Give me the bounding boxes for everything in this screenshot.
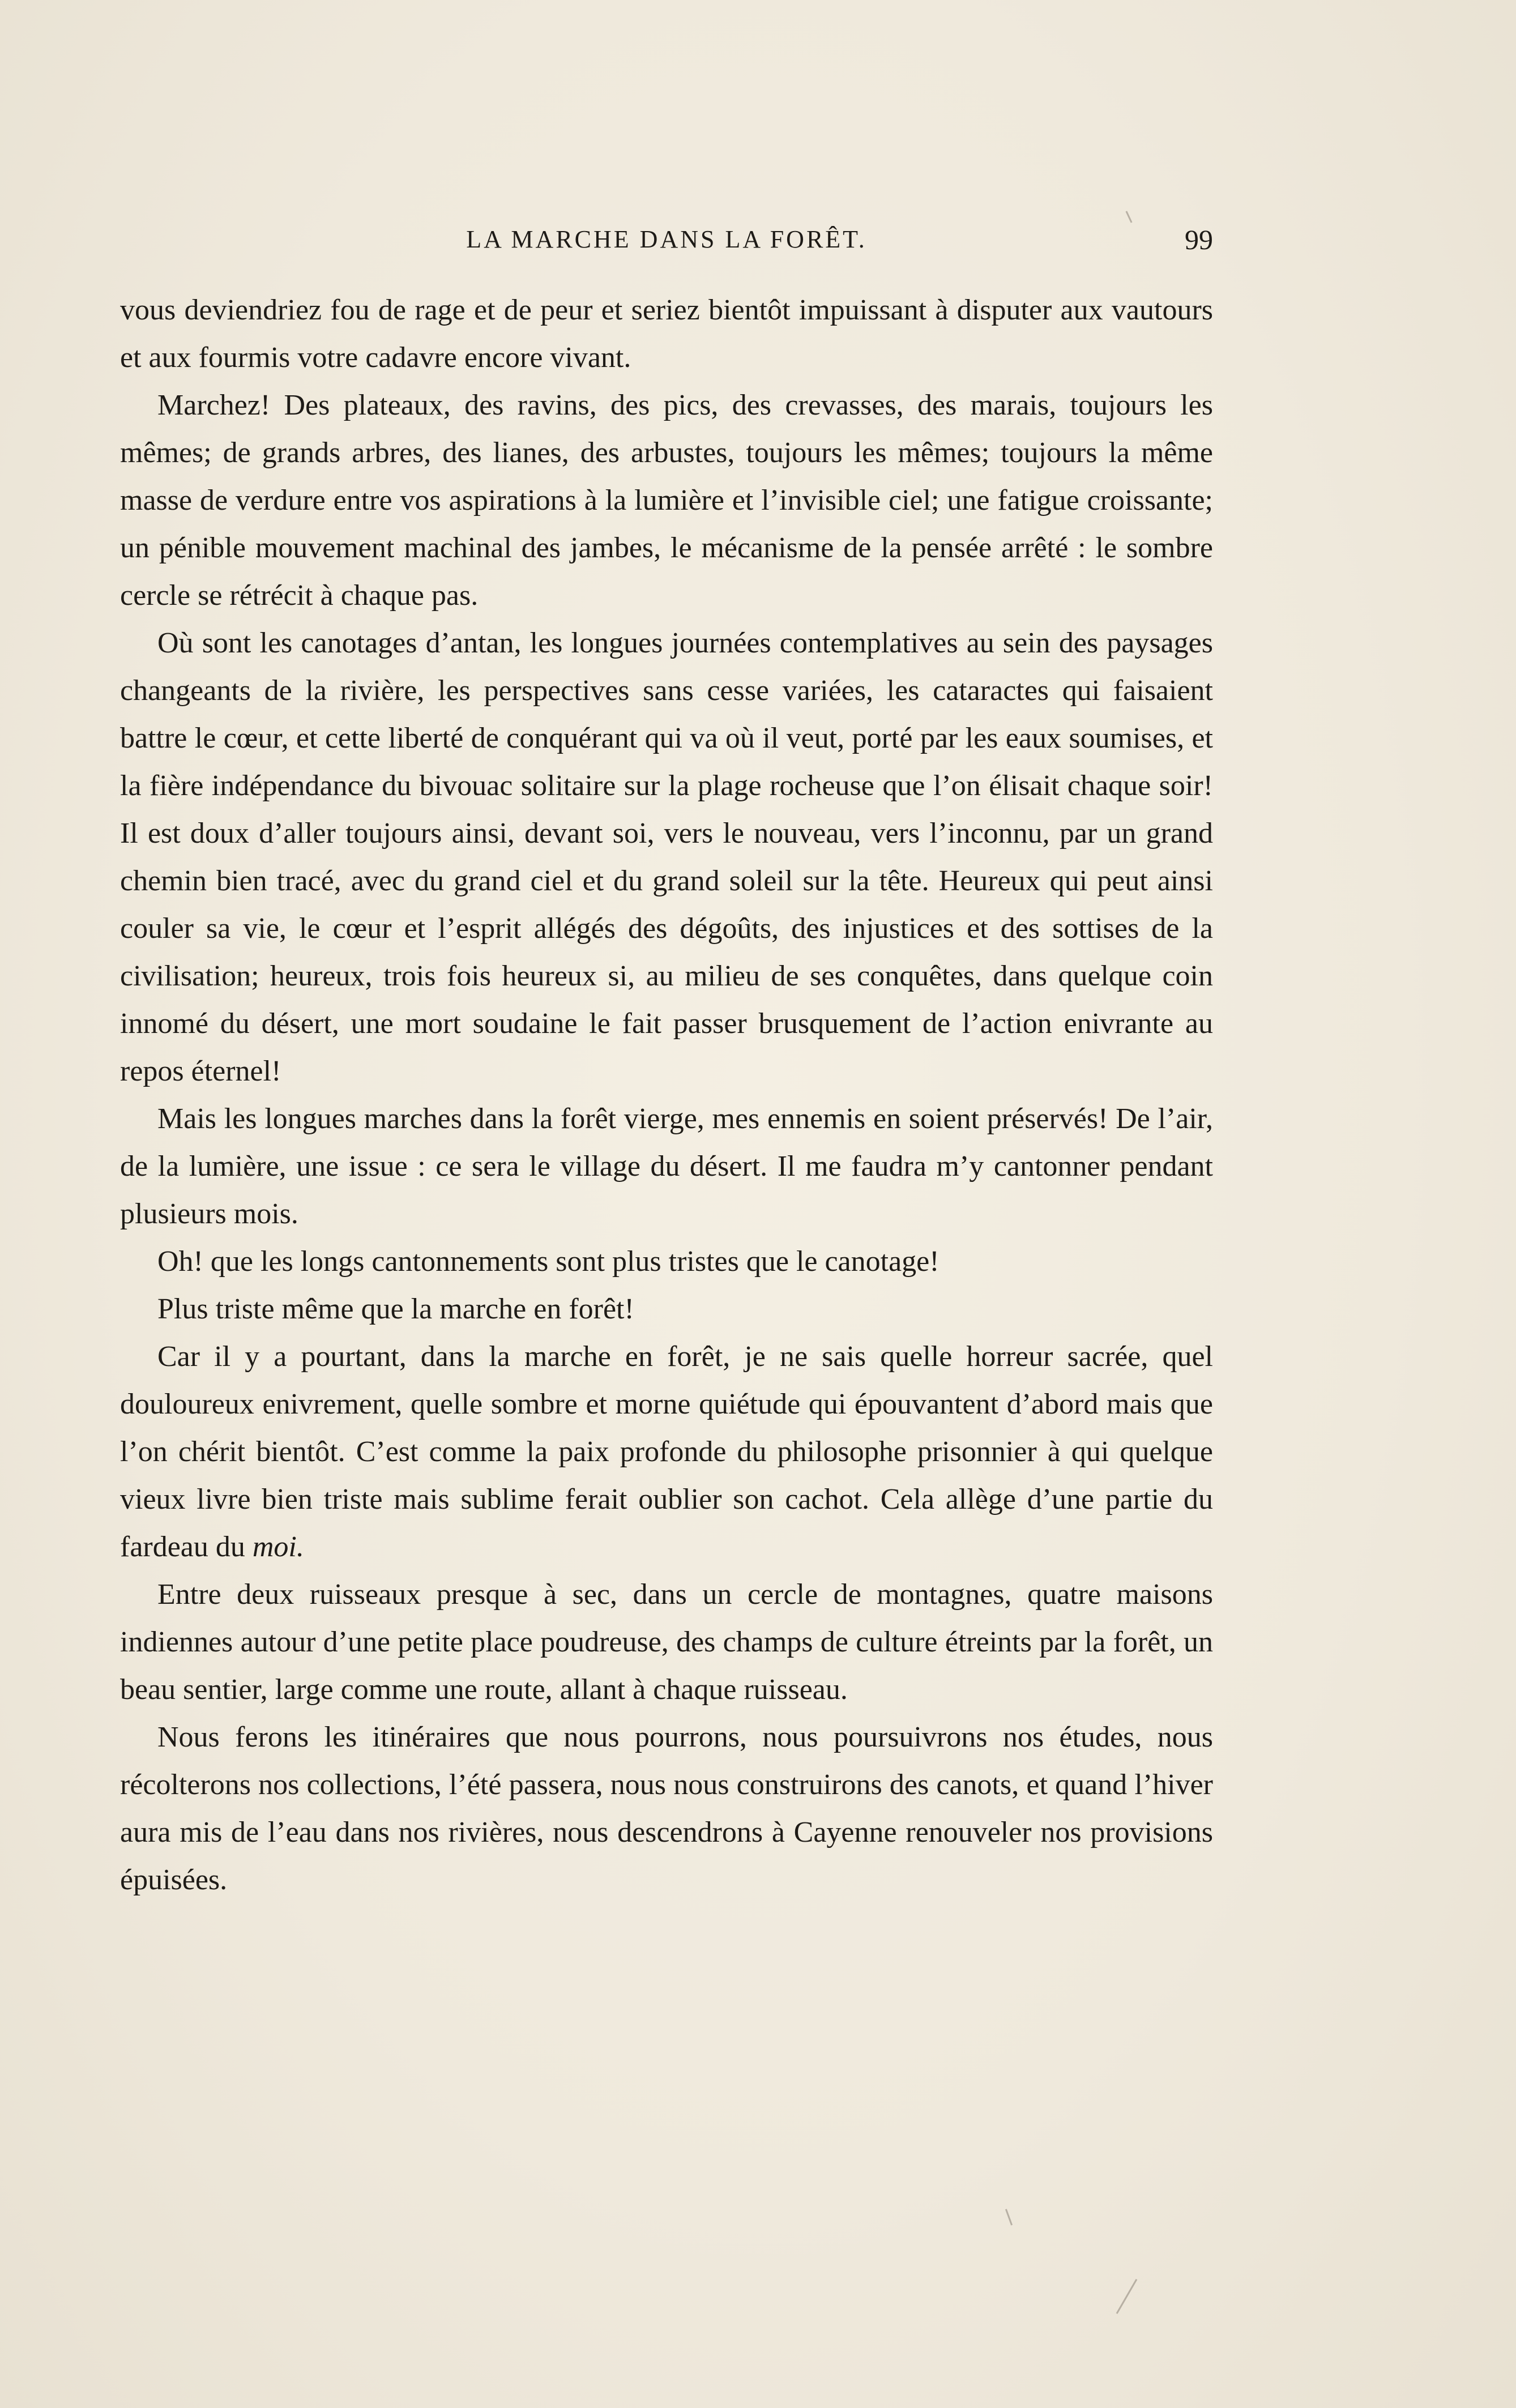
paragraph-3	[120, 620, 1213, 1095]
page-header	[120, 220, 1213, 259]
paragraph-text: Plus triste même que la marche en forêt!	[157, 1293, 634, 1325]
paragraph-8	[120, 1571, 1213, 1714]
paragraph-text: Entre deux ruisseaux presque à sec, dans un cercle de montagnes, quatre maisons indiennes autour d’une petite place poudreuse, des champs de culture étreints par la forêt, un beau sentier, large comme une route, allant à chaque ruisseau.	[120, 1578, 1213, 1706]
paragraph-text: Où sont les canotages d’antan, les longues journées contemplatives au sein des paysages changeants de la rivière, les perspectives sans cesse variées, les cataractes qui faisaient battre le cœur, et cette liberté de conquérant qui va où il veut, porté par les eaux soumises, et la fière indépendance du bivouac solitaire sur la plage rocheuse que l’on élisait chaque soir! Il est doux d’aller toujours ainsi, devant soi, vers le nouveau, vers l’inconnu, par un grand chemin bien tracé, avec du grand ciel et du grand soleil sur la tête. Heureux qui peut ainsi couler sa vie, le cœur et l’esprit allégés des dégoûts, des injustices et des sottises de la civilisation; heureux, trois fois heureux si, au milieu de ses conquêtes, dans quelque coin innomé du désert, une mort soudaine le fait passer brusquement de l’action enivrante au repos éternel!	[120, 627, 1213, 1087]
page-number: 99	[1185, 224, 1213, 255]
paragraph-text: vous deviendriez fou de rage et de peur et seriez bientôt impuissant à disputer aux vautours et aux fourmis votre cadavre encore vivant.	[120, 294, 1213, 374]
italic-word: moi.	[252, 1531, 304, 1563]
paragraph-1	[120, 287, 1213, 382]
paragraph-text: Oh! que les longs cantonnements sont plus tristes que le canotage!	[157, 1245, 940, 1278]
stray-mark	[1116, 2279, 1138, 2314]
running-title: LA MARCHE DANS LA FORÊT.	[466, 225, 867, 253]
body-text	[120, 287, 1213, 1904]
paragraph-text: Car il y a pourtant, dans la marche en forêt, je ne sais quelle horreur sacrée, quel douloureux enivrement, quelle sombre et morne quiétude qui épouvantent d’abord mais que l’on chérit bientôt. C’est comme la paix profonde du philosophe prisonnier à qui quelque vieux livre bien triste mais sublime ferait oublier son cachot. Cela allège d’une partie du fardeau du	[120, 1340, 1213, 1563]
stray-mark	[1005, 2209, 1013, 2225]
paragraph-text: Mais les longues marches dans la forêt vierge, mes ennemis en soient préservés! De l’air, de la lumière, une issue : ce sera le village du désert. Il me faudra m’y cantonner pendant plusieurs mois.	[120, 1103, 1213, 1230]
paragraph-text: Nous ferons les itinéraires que nous pourrons, nous poursuivrons nos études, nous récolterons nos collections, l’été passera, nous nous construirons des canots, et quand l’hiver aura mis de l’eau dans nos rivières, nous descendrons à Cayenne renouveler nos provisions épuisées.	[120, 1721, 1213, 1896]
paragraph-6	[120, 1286, 1213, 1333]
paragraph-text: Marchez! Des plateaux, des ravins, des pics, des crevasses, des marais, toujours les mêmes; de grands arbres, des lianes, des arbustes, toujours les mêmes; toujours la même masse de verdure entre vos aspirations à la lumière et l’invisible ciel; une fatigue croissante; un pénible mouvement machinal des jambes, le mécanisme de la pensée arrêté : le sombre cercle se rétrécit à chaque pas.	[120, 389, 1213, 612]
paragraph-2	[120, 382, 1213, 620]
paragraph-5	[120, 1238, 1213, 1286]
paragraph-9	[120, 1714, 1213, 1904]
paragraph-7	[120, 1333, 1213, 1571]
paragraph-4	[120, 1095, 1213, 1238]
